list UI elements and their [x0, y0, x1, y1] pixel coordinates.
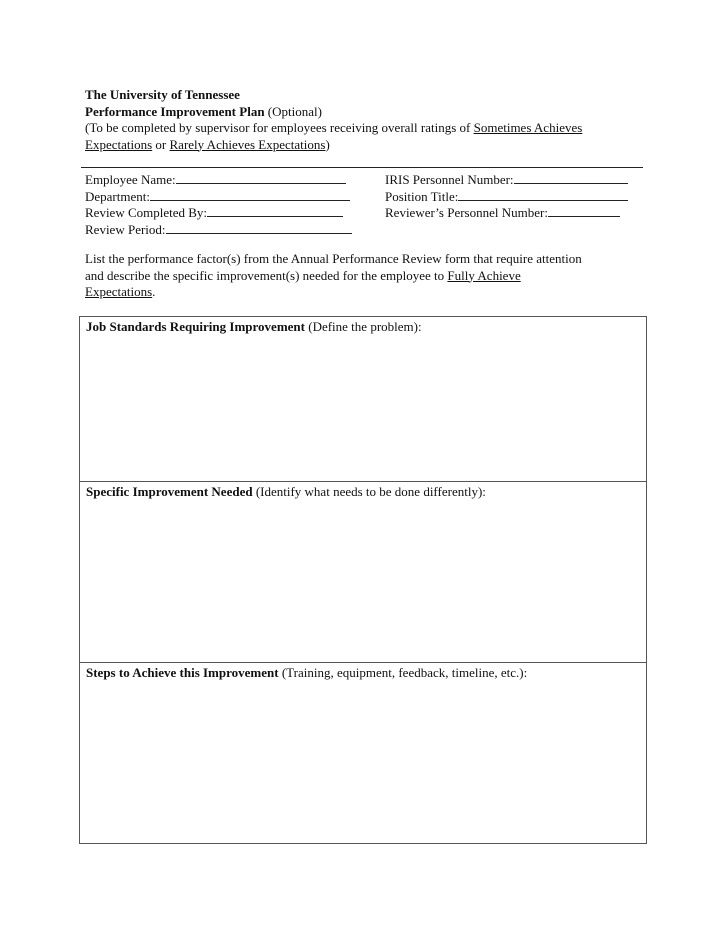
iris-number-blank[interactable] — [514, 171, 628, 184]
position-title-field — [385, 188, 628, 206]
steps-to-achieve-hint: (Training, equipment, feedback, timeline, etc.): — [278, 665, 528, 680]
plan-title-line — [85, 104, 645, 121]
rating-sometimes-achieves-cont: Expectations — [85, 136, 153, 152]
fully-achieve-rating: Fully Achieve — [447, 267, 521, 283]
specific-improvement-heading — [86, 484, 486, 500]
instruction-note-close: ) — [325, 136, 330, 152]
rating-rarely-achieves: Rarely Achieves Expectations — [169, 136, 326, 152]
job-standards-title: Job Standards Requiring Improvement — [86, 319, 305, 334]
intro-line-2-text: and describe the specific improvement(s) needed for the employee to — [85, 267, 448, 283]
specific-improvement-hint: (Identify what needs to be done differently): — [252, 484, 486, 499]
steps-to-achieve-box[interactable] — [79, 662, 647, 844]
employee-name-blank[interactable] — [176, 171, 346, 184]
review-completed-by-field — [85, 204, 343, 222]
review-period-label: Review Period: — [85, 221, 166, 237]
intro-line-3-end: . — [152, 284, 156, 299]
review-completed-by-label: Review Completed By: — [85, 205, 208, 220]
reviewer-number-blank[interactable] — [548, 204, 620, 217]
instruction-note-line-1 — [85, 120, 645, 137]
instruction-note-or: or — [152, 136, 170, 152]
intro-line-2 — [85, 268, 645, 285]
employee-name-field — [85, 171, 346, 189]
review-period-field — [85, 221, 352, 239]
department-field — [85, 188, 350, 206]
department-label: Department: — [85, 188, 150, 204]
document-header — [85, 87, 645, 153]
steps-to-achieve-heading — [86, 665, 527, 681]
intro-line-1: List the performance factor(s) from the Annual Performance Review form that require attention — [85, 251, 582, 266]
institution-name: The University of Tennessee — [85, 87, 240, 102]
review-completed-by-blank[interactable] — [207, 204, 343, 217]
instruction-note-line-2 — [85, 137, 645, 154]
job-standards-box[interactable] — [79, 316, 647, 482]
plan-qualifier: (Optional) — [264, 103, 322, 119]
position-title-label: Position Title: — [385, 188, 459, 204]
reviewer-number-field — [385, 204, 620, 222]
rating-sometimes-achieves: Sometimes Achieves — [473, 120, 583, 135]
job-standards-hint: (Define the problem): — [304, 319, 422, 334]
instruction-note-text: (To be completed by supervisor for employees receiving overall ratings of — [85, 120, 474, 135]
fully-achieve-rating-cont: Expectations — [85, 284, 153, 299]
reviewer-number-label: Reviewer’s Personnel Number: — [385, 205, 548, 220]
specific-improvement-box[interactable] — [79, 481, 647, 663]
instructions-paragraph — [85, 251, 645, 301]
position-title-blank[interactable] — [458, 188, 628, 201]
plan-title: Performance Improvement Plan — [85, 103, 265, 119]
specific-improvement-title: Specific Improvement Needed — [86, 484, 253, 499]
iris-number-field — [385, 171, 628, 189]
department-blank[interactable] — [150, 188, 350, 201]
job-standards-heading — [86, 319, 422, 335]
iris-number-label: IRIS Personnel Number: — [385, 172, 514, 187]
steps-to-achieve-title: Steps to Achieve this Improvement — [86, 665, 279, 680]
header-divider — [81, 167, 643, 168]
employee-name-label: Employee Name: — [85, 172, 176, 187]
intro-line-3 — [85, 284, 645, 301]
review-period-blank[interactable] — [166, 221, 352, 234]
